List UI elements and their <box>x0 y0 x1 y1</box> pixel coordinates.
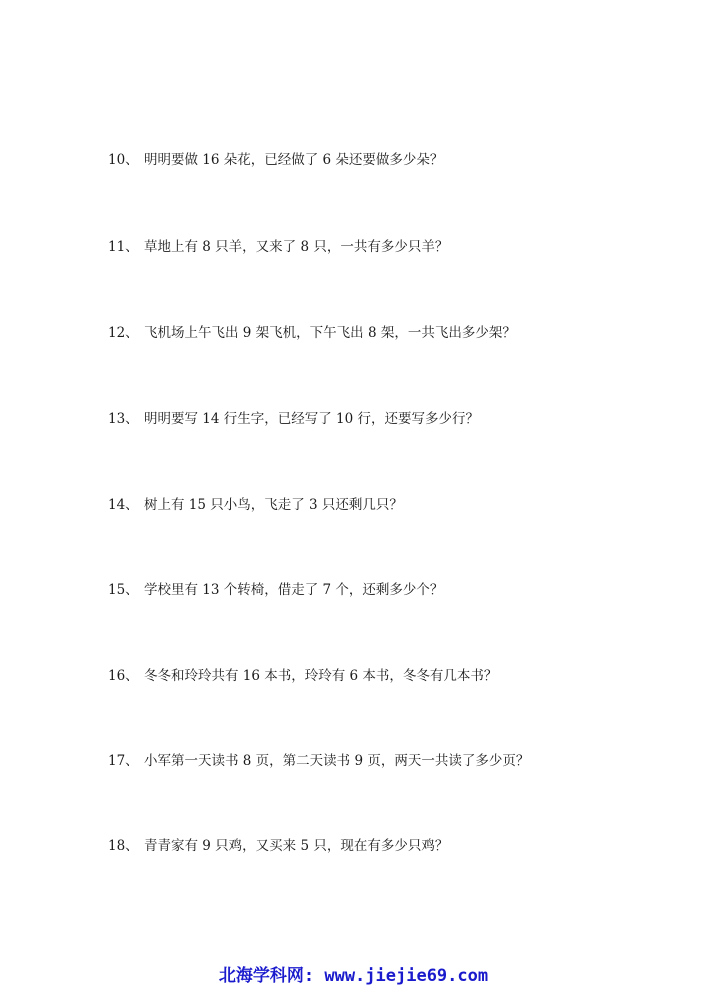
question-text: 冬冬和玲玲共有 16 本书，玲玲有 6 本书，冬冬有几本书？ <box>144 668 498 684</box>
question-number: 16、 <box>108 668 139 684</box>
question-text: 明明要做 16 朵花，已经做了 6 朵还要做多少朵？ <box>144 152 444 168</box>
question-11 <box>108 237 448 257</box>
question-number: 10、 <box>108 152 139 168</box>
question-16 <box>108 666 497 686</box>
question-10 <box>108 150 443 170</box>
question-13 <box>108 409 479 429</box>
question-text: 树上有 15 只小鸟，飞走了 3 只还剩几只？ <box>144 497 403 513</box>
question-14 <box>108 495 403 515</box>
question-number: 18、 <box>108 838 139 854</box>
question-text: 飞机场上午飞出 9 架飞机，下午飞出 8 架，一共飞出多少架？ <box>144 325 516 341</box>
question-number: 15、 <box>108 582 139 598</box>
question-number: 12、 <box>108 325 139 341</box>
question-number: 17、 <box>108 753 139 769</box>
question-text: 青青家有 9 只鸡，又买来 5 只，现在有多少只鸡？ <box>144 838 449 854</box>
question-text: 学校里有 13 个转椅，借走了 7 个，还剩多少个？ <box>144 582 444 598</box>
question-text: 草地上有 8 只羊，又来了 8 只，一共有多少只羊？ <box>144 239 449 255</box>
footer-website-link[interactable]: 北海学科网: www.jiejie69.com <box>218 966 489 986</box>
question-18 <box>108 836 448 856</box>
question-17 <box>108 751 529 771</box>
question-number: 13、 <box>108 411 139 427</box>
question-12 <box>108 323 516 343</box>
question-text: 明明要写 14 行生字，已经写了 10 行，还要写多少行？ <box>144 411 480 427</box>
question-number: 14、 <box>108 497 139 513</box>
question-number: 11、 <box>108 239 139 255</box>
question-text: 小军第一天读书 8 页，第二天读书 9 页，两天一共读了多少页？ <box>144 753 530 769</box>
question-15 <box>108 580 443 600</box>
